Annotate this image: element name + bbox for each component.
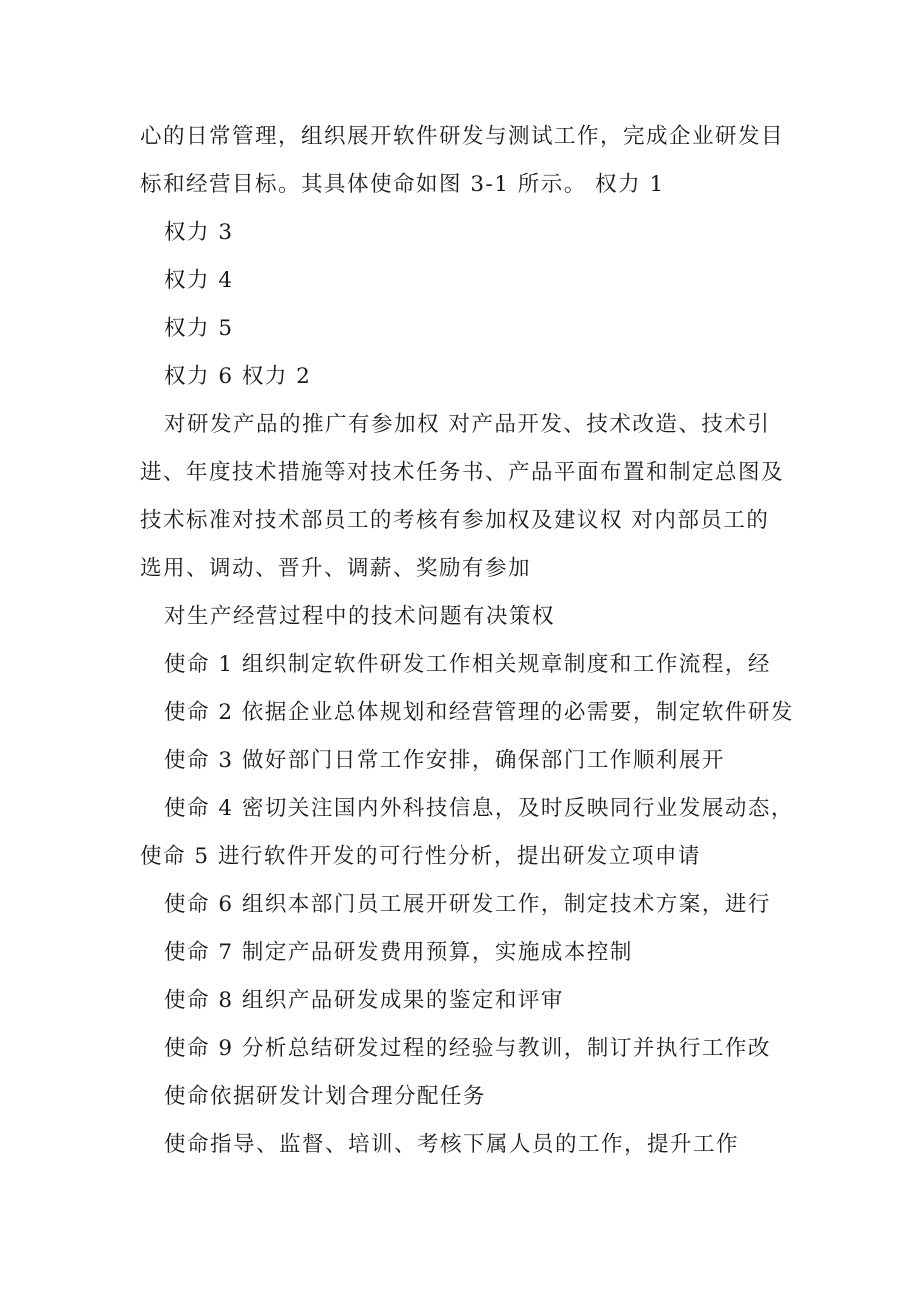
text-line: 使命 9 分析总结研发过程的经验与教训，制订并执行工作改: [164, 1036, 771, 1061]
text-line: 使命指导、监督、培训、考核下属人员的工作，提升工作: [164, 1132, 740, 1157]
text-line: 心的日常管理，组织展开软件研发与测试工作，完成企业研发目: [140, 124, 785, 149]
text-line: 使命 2 依据企业总体规划和经营管理的必需要，制定软件研发: [164, 700, 794, 725]
text-line: 使命 5 进行软件开发的可行性分析，提出研发立项申请: [140, 844, 701, 869]
text-line: 进、年度技术措施等对技术任务书、产品平面布置和制定总图及: [140, 460, 785, 485]
text-line: 使命 7 制定产品研发费用预算，实施成本控制: [164, 940, 633, 965]
text-line: 使命依据研发计划合理分配任务: [164, 1084, 487, 1109]
text-line: 对研发产品的推广有参加权 对产品开发、技术改造、技术引: [164, 412, 771, 437]
text-line: 权力 6 权力 2: [164, 364, 312, 389]
text-line: 使命 6 组织本部门员工展开研发工作，制定技术方案，进行: [164, 892, 771, 917]
text-line: 对生产经营过程中的技术问题有决策权: [164, 604, 556, 629]
text-line: 技术标准对技术部员工的考核有参加权及建议权 对内部员工的: [140, 508, 770, 533]
text-line: 标和经营目标。其具体使命如图 3-1 所示。 权力 1: [140, 172, 665, 197]
text-line: 选用、调动、晋升、调薪、奖励有参加: [140, 556, 532, 581]
text-line: 权力 5: [164, 316, 234, 341]
text-line: 使命 4 密切关注国内外科技信息，及时反映同行业发展动态，: [164, 796, 794, 821]
text-line: 权力 3: [164, 220, 234, 245]
text-line: 使命 3 做好部门日常工作安排，确保部门工作顺利展开: [164, 748, 725, 773]
text-line: 权力 4: [164, 268, 234, 293]
text-line: 使命 1 组织制定软件研发工作相关规章制度和工作流程，经: [164, 652, 771, 677]
text-line: 使命 8 组织产品研发成果的鉴定和评审: [164, 988, 564, 1013]
